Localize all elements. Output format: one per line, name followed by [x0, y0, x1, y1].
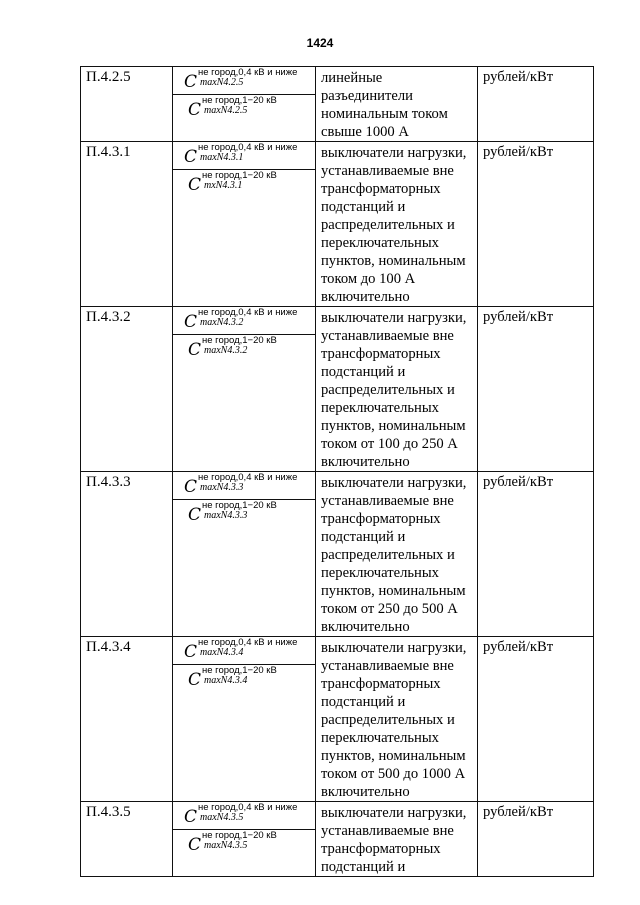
symbol-base: C	[184, 312, 198, 332]
item-unit: рублей/кВт	[478, 472, 594, 637]
symbol-low-voltage	[173, 67, 315, 94]
rate-symbols	[173, 637, 316, 802]
item-code: П.4.3.3	[81, 472, 173, 637]
symbol-base: C	[188, 505, 202, 525]
symbol-low-voltage	[173, 472, 315, 499]
symbol-mid-voltage	[173, 664, 315, 692]
item-description: выключатели нагрузки, устанавливаемые вне трансформаторных подстанций и распределительных и переключательных пунктов, номинальным током до 100 А включительно	[316, 142, 478, 307]
symbol-subscript: mxN4.3.1	[204, 179, 243, 191]
item-description: выключатели нагрузки, устанавливаемые вне трансформаторных подстанций и распределительных и переключательных пунктов, номинальным током от 500 до 1000 А включительно	[316, 637, 478, 802]
item-unit: рублей/кВт	[478, 802, 594, 877]
item-code: П.4.3.5	[81, 802, 173, 877]
symbol-superscript: не город,0,4 кВ и ниже	[198, 307, 298, 318]
symbol-subscript: maxN4.3.3	[204, 509, 248, 521]
symbol-base: C	[184, 477, 198, 497]
symbol-base: C	[188, 175, 202, 195]
symbol-subscript: maxN4.3.5	[200, 811, 244, 823]
item-unit: рублей/кВт	[478, 142, 594, 307]
item-description: выключатели нагрузки, устанавливаемые вне трансформаторных подстанций и распределительных и переключательных пунктов, номинальным током от 100 до 250 А включительно	[316, 307, 478, 472]
table-row	[81, 472, 594, 637]
symbol-base: C	[184, 147, 198, 167]
item-description: линейные разъединители номинальным током свыше 1000 А	[316, 67, 478, 142]
symbol-superscript: не город,0,4 кВ и ниже	[198, 142, 298, 153]
item-code: П.4.3.4	[81, 637, 173, 802]
tariff-table	[80, 66, 594, 877]
symbol-subscript: maxN4.3.2	[204, 344, 248, 356]
symbol-base: C	[188, 340, 202, 360]
symbol-subscript: maxN4.3.4	[204, 674, 248, 686]
symbol-low-voltage	[173, 142, 315, 169]
symbol-base: C	[188, 670, 202, 690]
item-unit: рублей/кВт	[478, 67, 594, 142]
symbol-low-voltage	[173, 802, 315, 829]
symbol-superscript: не город,0,4 кВ и ниже	[198, 802, 298, 813]
symbol-superscript: не город,0,4 кВ и ниже	[198, 472, 298, 483]
symbol-subscript: maxN4.2.5	[204, 104, 248, 116]
rate-symbols	[173, 67, 316, 142]
symbol-superscript: не город,1−20 кВ	[202, 665, 277, 676]
symbol-superscript: не город,1−20 кВ	[202, 95, 277, 106]
symbol-superscript: не город,1−20 кВ	[202, 335, 277, 346]
symbol-base: C	[188, 100, 202, 120]
item-unit: рублей/кВт	[478, 637, 594, 802]
symbol-base: C	[184, 642, 198, 662]
page-number: 1424	[306, 36, 334, 50]
symbol-superscript: не город,0,4 кВ и ниже	[198, 637, 298, 648]
symbol-subscript: maxN4.3.4	[200, 646, 244, 658]
symbol-subscript: maxN4.2.5	[200, 76, 244, 88]
symbol-mid-voltage	[173, 499, 315, 527]
table-row	[81, 67, 594, 142]
symbol-subscript: maxN4.3.2	[200, 316, 244, 328]
symbol-subscript: maxN4.3.5	[204, 839, 248, 851]
table-row	[81, 307, 594, 472]
rate-symbols	[173, 307, 316, 472]
rate-symbols	[173, 142, 316, 307]
symbol-mid-voltage	[173, 829, 315, 857]
item-code: П.4.2.5	[81, 67, 173, 142]
symbol-superscript: не город,0,4 кВ и ниже	[198, 67, 298, 78]
symbol-superscript: не город,1−20 кВ	[202, 170, 277, 181]
item-code: П.4.3.2	[81, 307, 173, 472]
item-unit: рублей/кВт	[478, 307, 594, 472]
symbol-mid-voltage	[173, 94, 315, 122]
item-description: выключатели нагрузки, устанавливаемые вне трансформаторных подстанций и	[316, 802, 478, 877]
rate-symbols	[173, 472, 316, 637]
symbol-low-voltage	[173, 637, 315, 664]
symbol-mid-voltage	[173, 169, 315, 197]
symbol-superscript: не город,1−20 кВ	[202, 830, 277, 841]
table-row	[81, 802, 594, 877]
symbol-subscript: maxN4.3.1	[200, 151, 244, 163]
symbol-base: C	[184, 807, 198, 827]
symbol-superscript: не город,1−20 кВ	[202, 500, 277, 511]
symbol-mid-voltage	[173, 334, 315, 362]
symbol-subscript: maxN4.3.3	[200, 481, 244, 493]
item-code: П.4.3.1	[81, 142, 173, 307]
item-description: выключатели нагрузки, устанавливаемые вне трансформаторных подстанций и распределительных и переключательных пунктов, номинальным током от 250 до 500 А включительно	[316, 472, 478, 637]
table-row	[81, 142, 594, 307]
symbol-low-voltage	[173, 307, 315, 334]
table-row	[81, 637, 594, 802]
rate-symbols	[173, 802, 316, 877]
symbol-base: C	[184, 72, 198, 92]
symbol-base: C	[188, 835, 202, 855]
